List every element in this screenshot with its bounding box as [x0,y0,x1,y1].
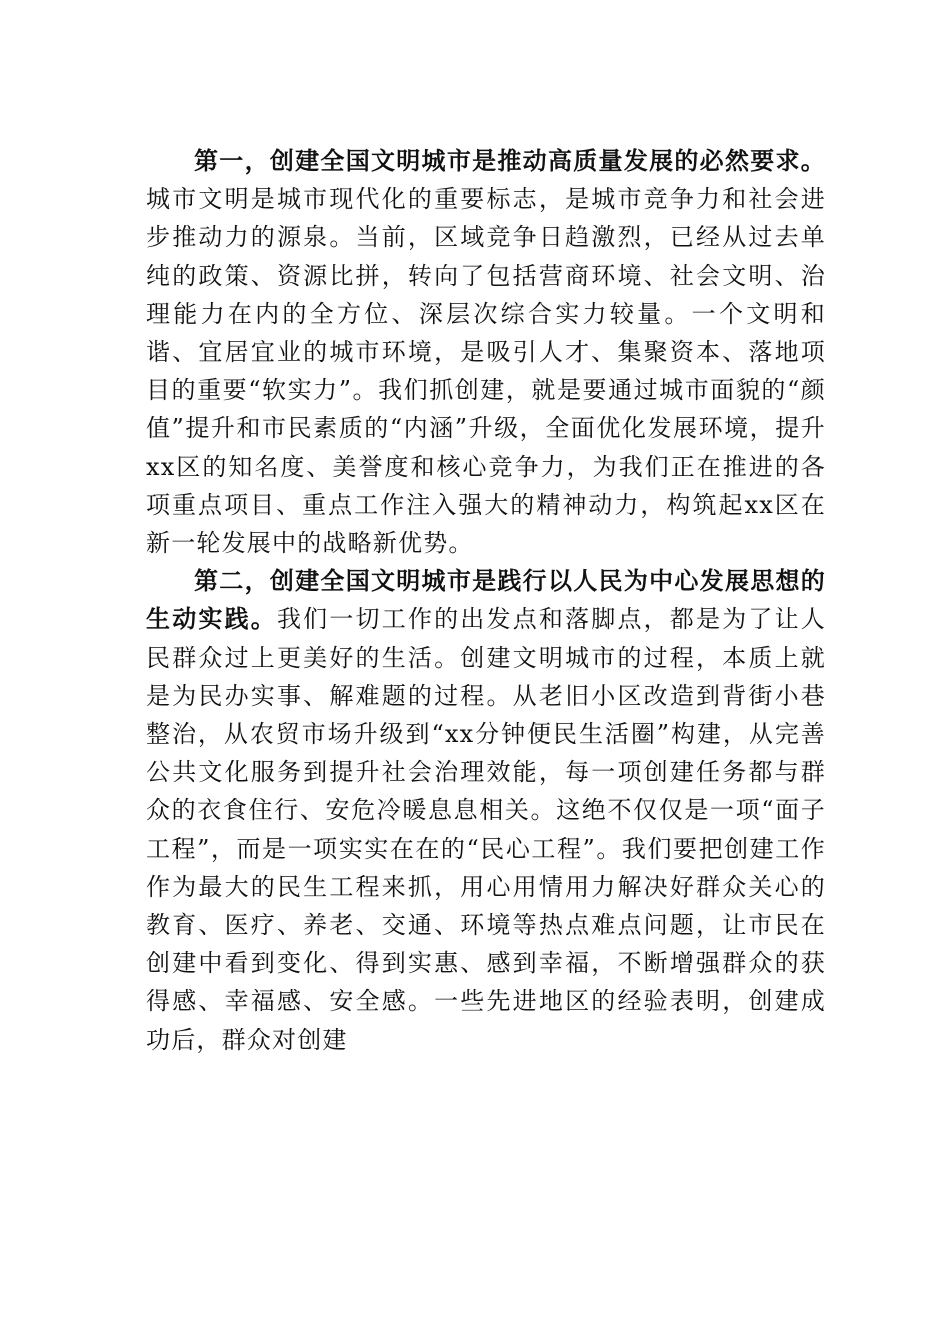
paragraph-first-point [146,142,826,562]
paragraph-lead-sentence: 第一，创建全国文明城市是推动高质量发展的必然要求。 [194,146,826,175]
paragraph-lead-sentence: 第二，创建全国文明城市是践行以人民为中心发展思想的生动实践。 [146,566,826,634]
paragraph-second-point [146,562,826,1059]
paragraph-body-text: 城市文明是城市现代化的重要标志，是城市竞争力和社会进步推动力的源泉。当前，区域竞争日趋激烈，已经从过去单纯的政策、资源比拼，转向了包括营商环境、社会文明、治理能力在内的全方位、深层次综合实力较量。一个文明和谐、宜居宜业的城市环境，是吸引人才、集聚资本、落地项目的重要“软实力”。我们抓创建，就是要通过城市面貌的“颜值”提升和市民素质的“内涵”升级，全面优化发展环境，提升xx区的知名度、美誉度和核心竞争力，为我们正在推进的各项重点项目、重点工作注入强大的精神动力，构筑起xx区在新一轮发展中的战略新优势。 [146,185,826,558]
document-body [146,142,826,1059]
paragraph-body-text: 我们一切工作的出发点和落脚点，都是为了让人民群众过上更美好的生活。创建文明城市的过程，本质上就是为民办实事、解难题的过程。从老旧小区改造到背街小巷整治，从农贸市场升级到“xx分钟便民生活圈”构建，从完善公共文化服务到提升社会治理效能，每一项创建任务都与群众的衣食住行、安危冷暖息息相关。这绝不仅仅是一项“面子工程”，而是一项实实在在的“民心工程”。我们要把创建工作作为最大的民生工程来抓，用心用情用力解决好群众关心的教育、医疗、养老、交通、环境等热点难点问题，让市民在创建中看到变化、得到实惠、感到幸福，不断增强群众的获得感、幸福感、安全感。一些先进地区的经验表明，创建成功后，群众对创建 [146,605,827,1054]
